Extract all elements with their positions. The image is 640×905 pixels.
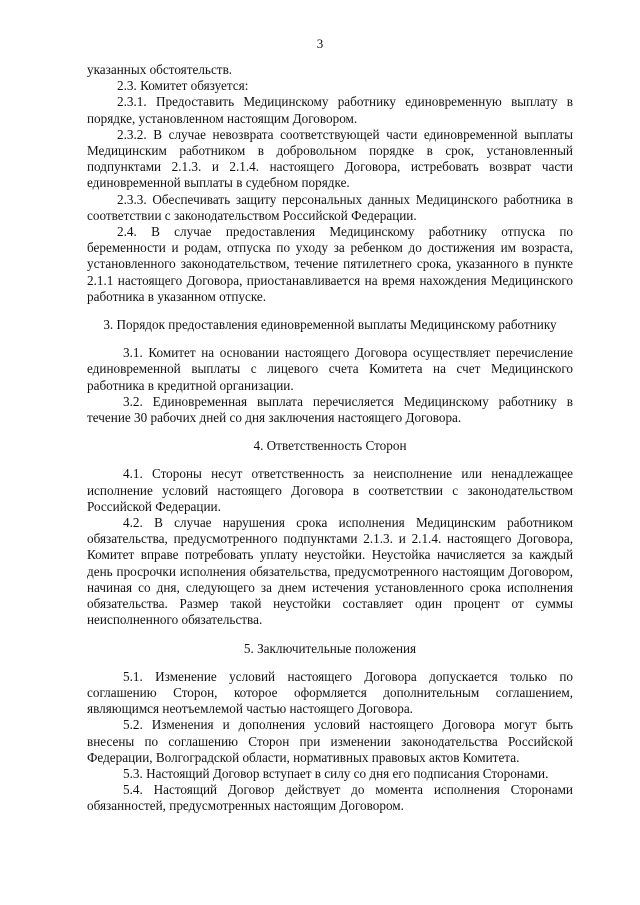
- clause-4-2: 4.2. В случае нарушения срока исполнения Медицинским работником обязательства, предусмотренного подпунктами 2.1.3. и 2.1.4. настоящего Договора, Комитет вправе потребовать уплату неустойки. Неустойка начисляется за каждый день просрочки исполнения обязательства, предусмотренного настоящим Договором, начиная со дня, следующего за днем истечения установленного срока исполнения обязательства. Размер такой неустойки составляет один процент от суммы неисполненного обязательства.: [87, 515, 573, 628]
- clause-3-1: 3.1. Комитет на основании настоящего Договора осуществляет перечисление единовременной выплаты с лицевого счета Комитета на счет Медицинского работника в кредитной организации.: [87, 345, 573, 393]
- section-3-heading: 3. Порядок предоставления единовременной выплаты Медицинскому работнику: [103, 317, 557, 333]
- clause-2-3-2: 2.3.2. В случае невозврата соответствующей части единовременной выплаты Медицинским работником в добровольном порядке в срок, установленный подпунктами 2.1.3. и 2.1.4. настоящего Договора, истребовать возврат части единовременной выплаты в судебном порядке.: [87, 126, 573, 191]
- clause-5-4: 5.4. Настоящий Договор действует до момента исполнения Сторонами обязанностей, предусмотренных настоящим Договором.: [87, 782, 573, 814]
- clause-5-2: 5.2. Изменения и дополнения условий настоящего Договора могут быть внесены по соглашению Сторон при изменении законодательства Российской Федерации, Волгоградской области, нормативных правовых актов Комитета.: [87, 717, 573, 765]
- clause-5-1: 5.1. Изменение условий настоящего Договора допускается только по соглашению Сторон, которое оформляется дополнительным соглашением, являющимся неотъемлемой частью настоящего Договора.: [87, 668, 573, 717]
- section-5-heading: 5. Заключительные положения: [243, 640, 417, 656]
- clause-2-3-1: 2.3.1. Предоставить Медицинскому работнику единовременную выплату в порядке, установленном настоящим Договором.: [87, 94, 573, 126]
- clause-2-4: 2.4. В случае предоставления Медицинскому работнику отпуска по беременности и родам, отпуска по уходу за ребенком до достижения им возраста, установленного законодательством, течение пятилетнего срока, указанного в пункте 2.1.1 настоящего Договора, приостанавливается на время нахождения Медицинского работника в указанном отпуске.: [87, 224, 573, 304]
- clause-5-3: 5.3. Настоящий Договор вступает в силу со дня его подписания Сторонами.: [123, 765, 549, 781]
- clause-4-1: 4.1. Стороны несут ответственность за неисполнение или ненадлежащее исполнение условий настоящего Договора в соответствии с законодательством Российской Федерации.: [87, 466, 573, 514]
- page-number: 3: [316, 36, 324, 51]
- document-body: [87, 62, 573, 815]
- clause-2-3-3: 2.3.3. Обеспечивать защиту персональных данных Медицинского работника в соответствии с законодательством Российской Федерации.: [87, 191, 573, 223]
- clause-2-3: 2.3. Комитет обязуется:: [117, 78, 249, 94]
- section-4-heading: 4. Ответственность Сторон: [253, 438, 407, 454]
- clause-3-2: 3.2. Единовременная выплата перечисляется Медицинскому работнику в течение 30 рабочих дней со дня заключения настоящего Договора.: [87, 393, 573, 426]
- paragraph-continuation: указанных обстоятельств.: [87, 62, 233, 77]
